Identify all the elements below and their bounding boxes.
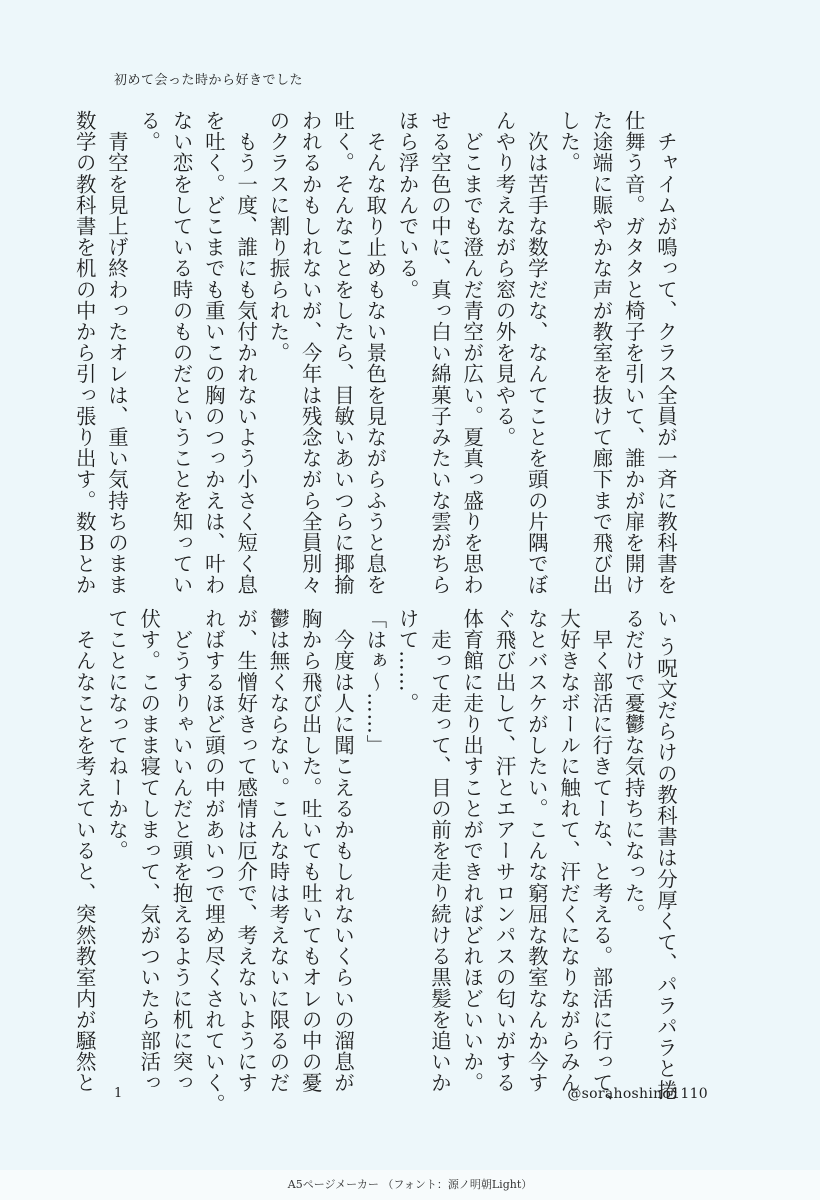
- text-line: 青空を見上げ終わったオレは、重い気持ちのまま: [104, 110, 129, 596]
- text-line: 早く部活に行きてーな、と考える。部活に行って、: [589, 608, 614, 1115]
- text-line: 走って走って、目の前を走り続ける黒髪を追いか: [427, 608, 452, 1094]
- text-line: 大好きなボールに触れて、汗だくになりながらみん: [557, 608, 582, 1094]
- page-title: 初めて会った時から好きでした: [114, 73, 304, 88]
- page-number: 1: [114, 1086, 123, 1101]
- text-line: した。: [557, 110, 582, 174]
- text-line: 次は苦手な数学だな、なんてことを頭の片隅でぼ: [524, 110, 549, 596]
- text-line: 胸から飛び出した。吐いても吐いてもオレの中の憂: [298, 608, 323, 1094]
- text-line: 体育館に走り出すことができればどれほどいいか。: [460, 608, 485, 1094]
- text-line: なとバスケがしたい。こんな窮屈な教室なんか今す: [524, 608, 549, 1094]
- text-line: 鬱は無くならない。こんな時は考えないに限るのだ: [266, 608, 291, 1094]
- text-line: てことになってねーかな。: [104, 608, 129, 862]
- text-line: ほら浮かんでいる。: [395, 110, 420, 300]
- text-line: 仕舞う音。ガタタと椅子を引いて、誰かが扉を開け: [621, 110, 646, 596]
- text-line: チャイムが鳴って、クラス全員が一斉に教科書を: [654, 110, 678, 596]
- footer-caption: A5ページメーカー （フォント：源ノ明朝Light）: [0, 1170, 820, 1200]
- text-line: が、生憎好きって感情は厄介で、考えないようにす: [234, 608, 259, 1094]
- text-line: 今度は人に聞こえるかもしれないくらいの溜息が: [331, 608, 356, 1094]
- text-line: る。: [137, 110, 162, 153]
- text-line: どうすりゃいいんだと頭を抱えるように机に突っ: [169, 608, 194, 1094]
- text-line: んやり考えながら窓の外を見やる。: [492, 110, 517, 448]
- text-block-top: [68, 110, 682, 596]
- text-line: 「はぁ～……」: [363, 608, 388, 756]
- text-line: どこまでも澄んだ青空が広い。夏真っ盛りを思わ: [460, 110, 485, 596]
- text-line: われるかもしれないが、今年は残念ながら全員別々: [298, 110, 323, 596]
- text-line: た途端に賑やかな声が教室を抜けて廊下まで飛び出: [589, 110, 614, 596]
- text-line: ない恋をしている時のものだということを知ってい: [169, 110, 194, 596]
- text-line: そんな取り止めもない景色を見ながらふうと息を: [363, 110, 388, 596]
- text-line: を吐く。どこまでも重いこの胸のつっかえは、叶わ: [201, 110, 226, 596]
- text-line: ぐ飛び出して、汗とエアーサロンパスの匂いがする: [492, 608, 517, 1094]
- text-line: 吐く。そんなことをしたら、目敏いあいつらに揶揄: [331, 110, 356, 596]
- text-line: 伏す。このまま寝てしまって、気がついたら部活っ: [137, 608, 162, 1094]
- author-handle: @sorahoshino1110: [567, 1086, 708, 1102]
- text-line: もう一度、誰にも気付かれないよう小さく短く息: [234, 110, 259, 596]
- text-line: せる空色の中に、真っ白い綿菓子みたいな雲がちら: [427, 110, 452, 596]
- text-line: 数学の教科書を机の中から引っ張り出す。数Ｂとか: [72, 110, 97, 596]
- text-line: そんなことを考えていると、突然教室内が騒然と: [72, 608, 97, 1094]
- text-line: けて……。: [395, 608, 420, 714]
- text-line: るだけで憂鬱な気持ちになった。: [621, 608, 646, 925]
- text-line: のクラスに割り振られた。: [266, 110, 291, 364]
- text-line: い う呪文だらけの教科書は分厚くて、パラパラと捲: [654, 608, 678, 1101]
- text-line: ればするほど頭の中があいつで埋め尽くされていく。: [201, 608, 226, 1115]
